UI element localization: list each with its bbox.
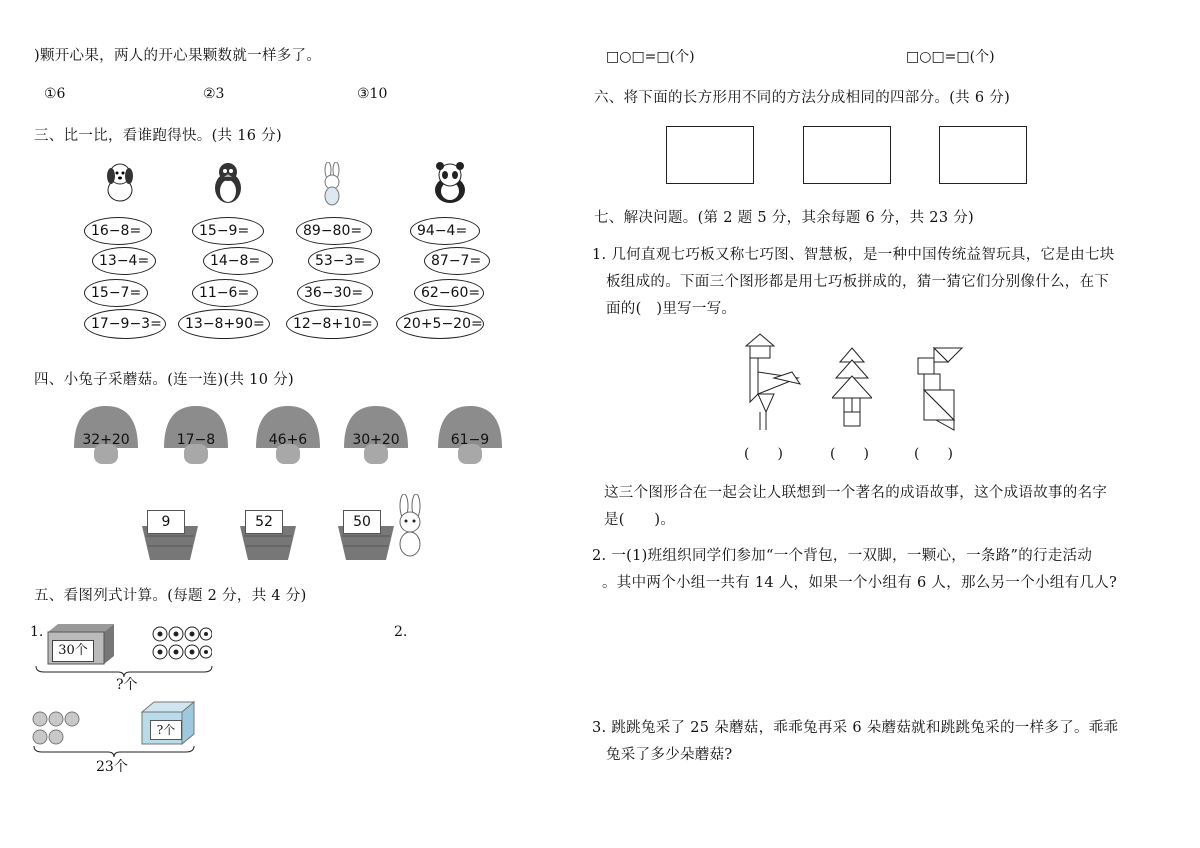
total-label: ?个 <box>116 677 138 693</box>
rabbit-icon <box>314 162 350 208</box>
answer-blank[interactable]: ( ) <box>744 446 783 462</box>
basket-card: 50 <box>343 510 381 534</box>
section6-title: 六、将下面的长方形用不同的方法分成相同的四部分。(共 6 分) <box>594 90 1011 106</box>
rectangle-to-divide-2[interactable] <box>803 126 891 184</box>
mushroom-label: 61−9 <box>450 432 490 448</box>
mushroom-label: 17−8 <box>176 432 216 448</box>
equation-oval[interactable]: 89−80= <box>296 217 372 245</box>
mushroom-label: 30+20 <box>352 432 400 448</box>
mushroom-row <box>70 404 510 466</box>
equation-oval[interactable]: 53−3= <box>308 247 380 275</box>
soccer-balls-icon <box>152 626 212 662</box>
box-label: ?个 <box>150 720 182 740</box>
penguin-icon <box>208 160 248 206</box>
q1-follow-line-2: 是( )。 <box>604 512 676 528</box>
equation-oval[interactable]: 94−4= <box>410 217 480 245</box>
equation-oval[interactable]: 87−7= <box>424 247 490 275</box>
equation-oval[interactable]: 14−8= <box>203 247 273 275</box>
mushroom-label: 32+20 <box>82 432 130 448</box>
q1-line-1: 1. 几何直观七巧板又称七巧图、智慧板，是一种中国传统益智玩具，它是由七块 <box>592 247 1115 263</box>
q1-line-2: 板组成的。下面三个图形都是用七巧板拼成的，猜一猜它们分别像什么，在下 <box>606 274 1110 290</box>
q3-line-1: 3. 跳跳兔采了 25 朵蘑菇，乖乖兔再采 6 朵蘑菇就和跳跳兔采的一样多了。乖乖 <box>592 720 1119 736</box>
q2-line-1: 2. 一(1)班组织同学们参加“一个背包，一双脚，一颗心，一条路”的行走活动 <box>592 548 1093 564</box>
rabbit-icon <box>390 494 430 560</box>
box-label: 30个 <box>52 640 94 662</box>
option-1[interactable]: ①6 <box>44 86 66 102</box>
rectangle-to-divide-1[interactable] <box>666 126 754 184</box>
answer-blank[interactable]: ( ) <box>830 446 869 462</box>
formula-blank-left[interactable]: □○□=□(个) <box>606 49 695 65</box>
section5-title: 五、看图列式计算。(每题 2 分，共 4 分) <box>34 588 307 604</box>
equation-oval[interactable]: 15−7= <box>84 279 148 307</box>
formula-blank-right[interactable]: □○□=□(个) <box>906 49 995 65</box>
question-number: 2. <box>394 624 408 640</box>
q1-follow-line-1: 这三个图形合在一起会让人联想到一个著名的成语故事，这个成语故事的名字 <box>604 485 1108 501</box>
equation-oval[interactable]: 15−9= <box>192 217 264 245</box>
equation-oval[interactable]: 16−8= <box>84 217 152 245</box>
tangram-tree-figure <box>832 346 872 430</box>
answer-blank[interactable]: ( ) <box>914 446 953 462</box>
equation-oval[interactable]: 17−9−3= <box>84 309 166 339</box>
equation-oval[interactable]: 36−30= <box>297 279 373 307</box>
question-number: 1. <box>30 624 44 640</box>
rectangle-to-divide-3[interactable] <box>939 126 1027 184</box>
tangram-bird-figure <box>740 332 804 432</box>
equation-oval[interactable]: 62−60= <box>414 279 484 307</box>
equation-oval[interactable]: 13−8+90= <box>178 309 270 339</box>
section3-title: 三、比一比，看谁跑得快。(共 16 分) <box>34 128 282 144</box>
section7-title: 七、解决问题。(第 2 题 5 分，其余每题 6 分，共 23 分) <box>594 210 975 226</box>
option-2[interactable]: ②3 <box>203 86 225 102</box>
q3-line-2: 兔采了多少朵蘑菇? <box>606 747 733 763</box>
option-3[interactable]: ③10 <box>357 86 388 102</box>
peaches-icon <box>32 710 88 746</box>
tangram-rabbit-figure <box>912 346 968 432</box>
equation-oval[interactable]: 13−4= <box>92 247 156 275</box>
section4-title: 四、小兔子采蘑菇。(连一连)(共 10 分) <box>34 372 294 388</box>
mushroom-label: 46+6 <box>268 432 308 448</box>
total-label: 23个 <box>96 759 128 775</box>
basket-card: 9 <box>147 510 185 534</box>
equation-oval[interactable]: 11−6= <box>192 279 258 307</box>
q1-line-3: 面的( )里写一写。 <box>606 301 737 317</box>
mushroom-1 <box>74 406 138 464</box>
basket-card: 52 <box>245 510 283 534</box>
carryover-sentence: )颗开心果，两人的开心果颗数就一样多了。 <box>34 48 322 64</box>
q2-line-2: 。其中两个小组一共有 14 人，如果一个小组有 6 人，那么另一个小组有几人? <box>602 575 1118 591</box>
equation-oval[interactable]: 20+5−20= <box>396 309 484 339</box>
equation-oval[interactable]: 12−8+10= <box>286 309 378 339</box>
puppy-icon <box>100 160 140 206</box>
panda-icon <box>428 160 472 206</box>
